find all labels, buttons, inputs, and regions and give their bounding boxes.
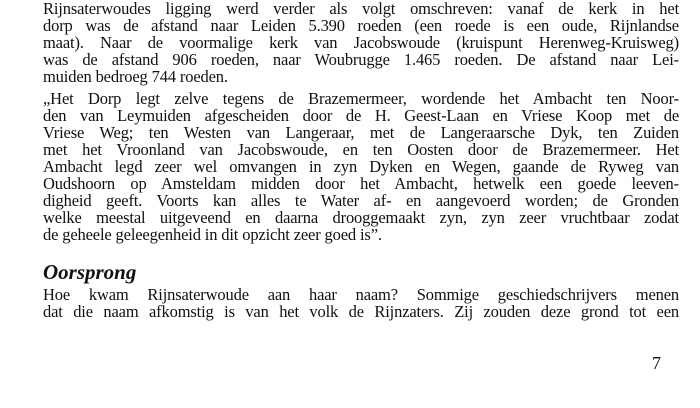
text-line: met het Vroonland van Jacobswoude, en ten Oosten door de Brazemermeer. Het	[43, 140, 679, 159]
text-line: welke meestal uitgeveend en daarna drooggemaakt zyn, zyn zeer vruchtbaar zodat	[43, 208, 679, 227]
text-line: dorp was de afstand naar Leiden 5.390 roeden (een roede is een oude, Rijnlandse	[43, 16, 679, 35]
text-line: digheid geeft. Voorts kan alles te Water af- en aangevoerd worden; de Gronden	[43, 191, 679, 210]
text-line: Oudshoorn op Amsteldam midden door het Ambacht, hetwelk een goede leeven-	[43, 174, 679, 193]
text-line: Vriese Weg; ten Westen van Langeraar, met de Langeraarsche Dyk, ten Zuiden	[43, 123, 679, 142]
page-number: 7	[652, 353, 661, 373]
section-heading: Oorsprong	[43, 260, 137, 284]
text-line: was de afstand 906 roeden, naar Woubrugge 1.465 roeden. De afstand naar Lei-	[43, 50, 679, 69]
text-line: Rijnsaterwoudes ligging werd verder als volgt omschreven: vanaf de kerk in het	[43, 0, 679, 18]
text-line: Ambacht legd zeer wel omvangen in zyn Dyken en Wegen, gaande de Ryweg van	[43, 157, 679, 176]
text-line: „Het Dorp legt zelve tegens de Brazemermeer, wordende het Ambacht ten Noor-	[43, 89, 679, 108]
text-line: muiden bedroeg 744 roeden.	[43, 67, 228, 86]
text-line: maat). Naar de voormalige kerk van Jacobswoude (kruispunt Herenweg-Kruisweg)	[43, 33, 679, 52]
text-line: Hoe kwam Rijnsaterwoude aan haar naam? Sommige geschiedschrijvers menen	[43, 285, 679, 304]
text-line: de geheele geleegenheid in dit opzicht zeer goed is”.	[43, 225, 382, 244]
text-line: dat die naam afkomstig is van het volk de Rijnzaters. Zij zouden deze grond tot een	[43, 302, 679, 321]
text-line: den van Leymuiden afgescheiden door de H. Geest-Laan en Vriese Koop met de	[43, 106, 679, 125]
